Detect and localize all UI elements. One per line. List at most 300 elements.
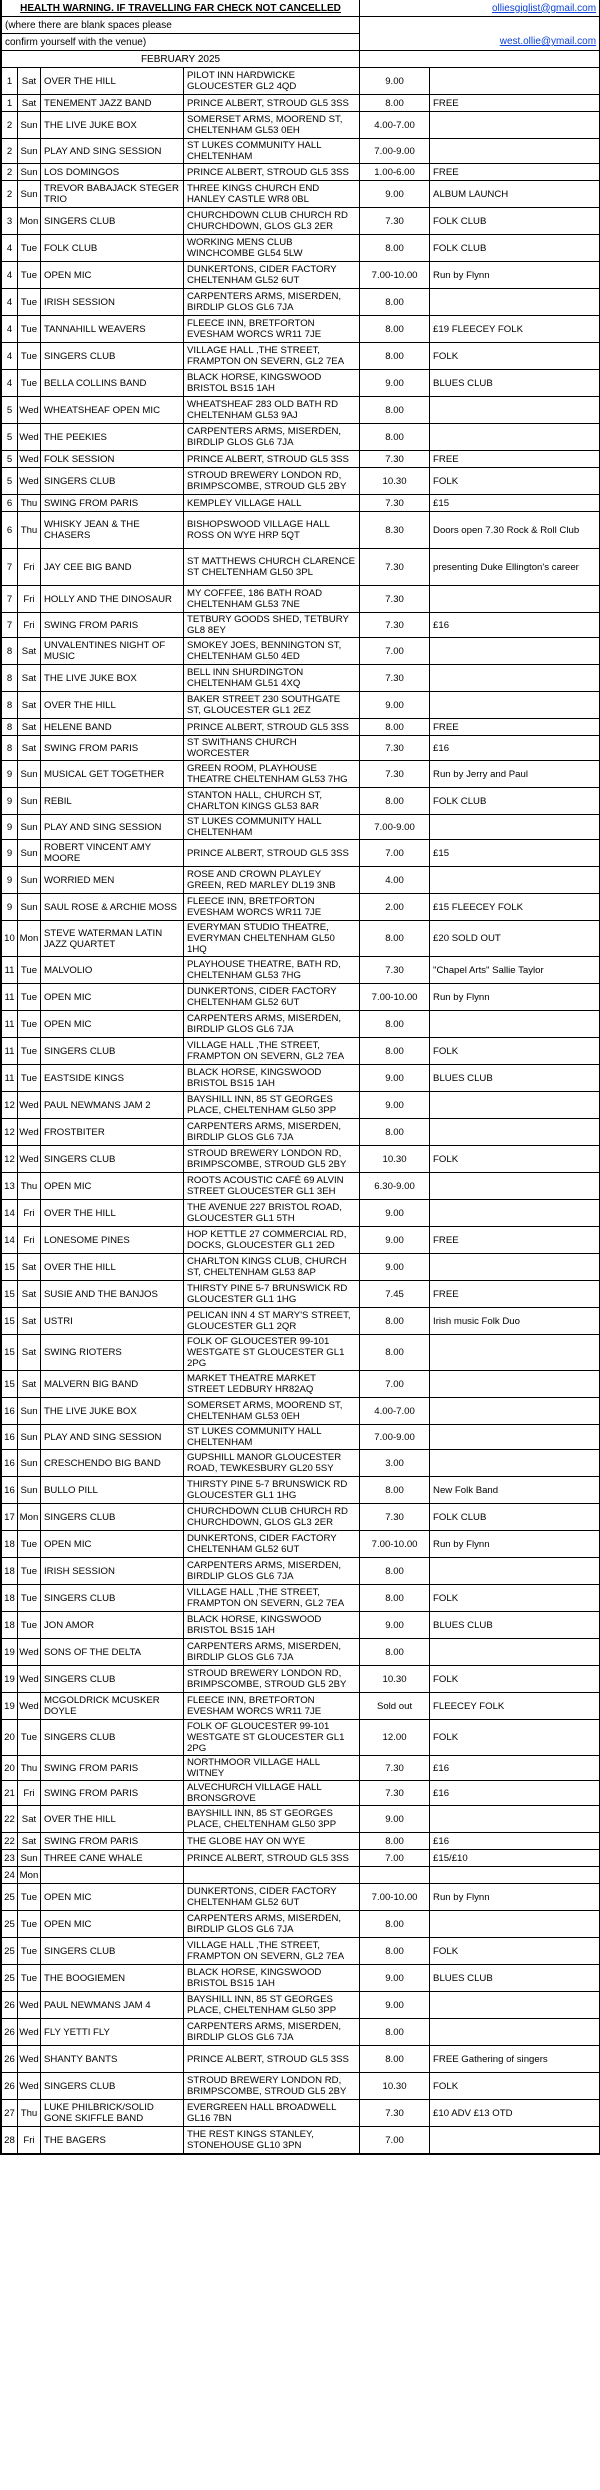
weekday: Thu [18,2100,41,2127]
day-number: 4 [2,343,18,370]
act-name: SUSIE AND THE BANJOS [41,1281,184,1308]
day-number: 22 [2,1806,18,1833]
act-name: UNVALENTINES NIGHT OF MUSIC [41,638,184,665]
notes: FOLK [430,1720,600,1756]
act-name: SAUL ROSE & ARCHIE MOSS [41,894,184,921]
venue: ST LUKES COMMUNITY HALL CHELTENHAM [184,1425,360,1450]
venue: SOMERSET ARMS, MOOREND ST, CHELTENHAM GL53 0EH [184,1398,360,1425]
day-number: 8 [2,692,18,719]
venue: ST LUKES COMMUNITY HALL CHELTENHAM [184,139,360,164]
notes: FOLK [430,1666,600,1693]
gig-row [2,1425,600,1450]
weekday: Wed [18,1666,41,1693]
email-link-1[interactable]: olliesgiglist@gmail.com [360,0,600,17]
notes [430,1911,600,1938]
notes [430,2019,600,2046]
day-number: 11 [2,1011,18,1038]
act-name: WORRIED MEN [41,867,184,894]
weekday: Fri [18,1227,41,1254]
day-number: 15 [2,1335,18,1371]
venue: CHURCHDOWN CLUB CHURCH RD CHURCHDOWN, GLOS GL3 2ER [184,208,360,235]
day-number: 5 [2,424,18,451]
venue: BLACK HORSE, KINGSWOOD BRISTOL BS15 1AH [184,1065,360,1092]
weekday: Sat [18,68,41,95]
gig-row [2,1531,600,1558]
notes: BLUES CLUB [430,1065,600,1092]
start-time: 9.00 [360,1065,430,1092]
day-number: 7 [2,549,18,586]
start-time: 8.00 [360,2046,430,2073]
venue: CARPENTERS ARMS, MISERDEN, BIRDLIP GLOS GL6 7JA [184,424,360,451]
start-time: 10.30 [360,1146,430,1173]
notes [430,1806,600,1833]
start-time: 7.00-10.00 [360,1884,430,1911]
weekday: Wed [18,1992,41,2019]
start-time: 7.00-10.00 [360,262,430,289]
day-number: 8 [2,736,18,761]
day-number: 20 [2,1720,18,1756]
day-number: 6 [2,495,18,512]
weekday: Tue [18,316,41,343]
act-name: CRESCHENDO BIG BAND [41,1450,184,1477]
gig-row [2,424,600,451]
notes [430,112,600,139]
venue: FLEECE INN, BRETFORTON EVESHAM WORCS WR11 7JE [184,1693,360,1720]
venue: THIRSTY PINE 5-7 BRUNSWICK RD GLOUCESTER GL1 1HG [184,1281,360,1308]
notes: "Chapel Arts" Sallie Taylor [430,957,600,984]
start-time: 7.30 [360,549,430,586]
act-name: TANNAHILL WEAVERS [41,316,184,343]
notes [430,665,600,692]
notes: £10 ADV £13 OTD [430,2100,600,2127]
day-number: 9 [2,815,18,840]
venue: GUPSHILL MANOR GLOUCESTER ROAD, TEWKESBURY GL20 5SY [184,1450,360,1477]
act-name: SINGERS CLUB [41,1938,184,1965]
note-line-1: (where there are blank spaces please [2,17,360,34]
start-time: 7.30 [360,761,430,788]
gig-row [2,112,600,139]
act-name: SINGERS CLUB [41,1504,184,1531]
start-time: 8.00 [360,95,430,112]
weekday: Tue [18,1884,41,1911]
gig-row [2,1119,600,1146]
day-number: 8 [2,665,18,692]
start-time: 7.30 [360,736,430,761]
day-number: 16 [2,1398,18,1425]
weekday: Sat [18,665,41,692]
venue: MY COFFEE, 186 BATH ROAD CHELTENHAM GL53 7NE [184,586,360,613]
notes: Irish music Folk Duo [430,1308,600,1335]
day-number: 24 [2,1867,18,1884]
weekday: Sat [18,1806,41,1833]
notes: FOLK [430,343,600,370]
start-time: 8.00 [360,1558,430,1585]
notes: FOLK [430,1938,600,1965]
gig-row [2,208,600,235]
day-number: 2 [2,139,18,164]
gig-row [2,1173,600,1200]
notes: Run by Flynn [430,984,600,1011]
gig-row [2,1398,600,1425]
weekday: Fri [18,613,41,638]
notes [430,1558,600,1585]
start-time: 7.00-9.00 [360,815,430,840]
act-name [41,1867,184,1884]
day-number: 26 [2,2019,18,2046]
act-name: SINGERS CLUB [41,1666,184,1693]
gig-row [2,2127,600,2154]
act-name: OVER THE HILL [41,692,184,719]
venue: HOP KETTLE 27 COMMERCIAL RD, DOCKS, GLOUCESTER GL1 2ED [184,1227,360,1254]
start-time: 3.00 [360,1450,430,1477]
gig-row [2,840,600,867]
day-number: 12 [2,1092,18,1119]
start-time: 8.00 [360,235,430,262]
notes: Run by Flynn [430,262,600,289]
gig-row [2,586,600,613]
gig-row [2,316,600,343]
gig-row [2,397,600,424]
act-name: LONESOME PINES [41,1227,184,1254]
gig-row [2,1254,600,1281]
weekday: Fri [18,1781,41,1806]
act-name: PLAY AND SING SESSION [41,815,184,840]
act-name: USTRI [41,1308,184,1335]
weekday: Sat [18,638,41,665]
start-time: 7.30 [360,1781,430,1806]
start-time: 10.30 [360,1666,430,1693]
gig-row [2,1146,600,1173]
day-number: 7 [2,613,18,638]
gig-row [2,1308,600,1335]
day-number: 9 [2,840,18,867]
start-time: 4.00-7.00 [360,1398,430,1425]
gig-row [2,1781,600,1806]
weekday: Sat [18,1308,41,1335]
venue: PLAYHOUSE THEATRE, BATH RD, CHELTENHAM GL53 7HG [184,957,360,984]
gig-row [2,262,600,289]
venue: PRINCE ALBERT, STROUD GL5 3SS [184,164,360,181]
weekday: Wed [18,1146,41,1173]
venue: CARPENTERS ARMS, MISERDEN, BIRDLIP GLOS GL6 7JA [184,1011,360,1038]
gig-row [2,1693,600,1720]
start-time: 7.00 [360,2127,430,2154]
venue: NORTHMOOR VILLAGE HALL WITNEY [184,1756,360,1781]
health-warning: HEALTH WARNING. IF TRAVELLING FAR CHECK NOT CANCELLED [2,0,360,17]
act-name: SWING FROM PARIS [41,613,184,638]
venue: BAYSHILL INN, 85 ST GEORGES PLACE, CHELTENHAM GL50 3PP [184,1992,360,2019]
venue: CHURCHDOWN CLUB CHURCH RD CHURCHDOWN, GLOS GL3 2ER [184,1504,360,1531]
act-name: WHEATSHEAF OPEN MIC [41,397,184,424]
gig-row [2,1833,600,1850]
venue: PILOT INN HARDWICKE GLOUCESTER GL2 4QD [184,68,360,95]
act-name: PLAY AND SING SESSION [41,1425,184,1450]
day-number: 13 [2,1173,18,1200]
start-time: 7.30 [360,613,430,638]
act-name: FROSTBITER [41,1119,184,1146]
day-number: 11 [2,984,18,1011]
venue: GREEN ROOM, PLAYHOUSE THEATRE CHELTENHAM GL53 7HG [184,761,360,788]
act-name: PAUL NEWMANS JAM 2 [41,1092,184,1119]
venue: VILLAGE HALL ,THE STREET, FRAMPTON ON SEVERN, GL2 7EA [184,1038,360,1065]
notes: £16 [430,1781,600,1806]
venue: STROUD BREWERY LONDON RD, BRIMPSCOMBE, STROUD GL5 2BY [184,468,360,495]
start-time: 8.00 [360,1585,430,1612]
act-name: REBIL [41,788,184,815]
notes: £16 [430,1756,600,1781]
weekday: Sun [18,761,41,788]
act-name: MUSICAL GET TOGETHER [41,761,184,788]
weekday: Wed [18,2019,41,2046]
gig-row [2,1612,600,1639]
gig-row [2,1092,600,1119]
day-number: 26 [2,1992,18,2019]
venue: STROUD BREWERY LONDON RD, BRIMPSCOMBE, STROUD GL5 2BY [184,1666,360,1693]
day-number: 16 [2,1425,18,1450]
email-link-2[interactable]: west.ollie@ymail.com [360,34,600,51]
notes [430,1425,600,1450]
day-number: 5 [2,451,18,468]
venue: VILLAGE HALL ,THE STREET, FRAMPTON ON SEVERN, GL2 7EA [184,343,360,370]
day-number: 4 [2,262,18,289]
day-number: 9 [2,867,18,894]
gig-row [2,815,600,840]
day-number: 12 [2,1146,18,1173]
gig-row [2,343,600,370]
day-number: 2 [2,181,18,208]
weekday: Mon [18,921,41,957]
start-time: 8.00 [360,1308,430,1335]
weekday: Mon [18,1504,41,1531]
notes: FOLK CLUB [430,788,600,815]
start-time: 8.00 [360,424,430,451]
day-number: 2 [2,112,18,139]
venue: FLEECE INN, BRETFORTON EVESHAM WORCS WR11 7JE [184,316,360,343]
venue: WHEATSHEAF 283 OLD BATH RD CHELTENHAM GL53 9AJ [184,397,360,424]
act-name: WHISKY JEAN & THE CHASERS [41,512,184,549]
notes [430,289,600,316]
weekday: Sun [18,1398,41,1425]
act-name: SWING FROM PARIS [41,1781,184,1806]
gig-row [2,1938,600,1965]
day-number: 9 [2,894,18,921]
act-name: THE BOOGIEMEN [41,1965,184,1992]
gig-row [2,1504,600,1531]
notes: FOLK [430,1038,600,1065]
start-time: 9.00 [360,181,430,208]
notes: FOLK [430,1146,600,1173]
act-name: OPEN MIC [41,984,184,1011]
weekday: Tue [18,370,41,397]
weekday: Wed [18,2073,41,2100]
notes: BLUES CLUB [430,1612,600,1639]
act-name: THREE CANE WHALE [41,1850,184,1867]
weekday: Sun [18,815,41,840]
venue: ROOTS ACOUSTIC CAFÉ 69 ALVIN STREET GLOUCESTER GL1 3EH [184,1173,360,1200]
venue: FLEECE INN, BRETFORTON EVESHAM WORCS WR11 7JE [184,894,360,921]
gig-row [2,1666,600,1693]
notes: £16 [430,1833,600,1850]
weekday: Wed [18,424,41,451]
act-name: THE PEEKIES [41,424,184,451]
venue: BAYSHILL INN, 85 ST GEORGES PLACE, CHELTENHAM GL50 3PP [184,1092,360,1119]
weekday: Sun [18,1425,41,1450]
notes [430,1992,600,2019]
venue: BLACK HORSE, KINGSWOOD BRISTOL BS15 1AH [184,1612,360,1639]
venue: ROSE AND CROWN PLAYLEY GREEN, RED MARLEY DL19 3NB [184,867,360,894]
gig-row [2,1806,600,1833]
act-name: OVER THE HILL [41,68,184,95]
act-name: SINGERS CLUB [41,1146,184,1173]
act-name: SHANTY BANTS [41,2046,184,2073]
header-row-note-2 [2,34,600,51]
notes: FOLK [430,468,600,495]
gig-row [2,370,600,397]
gig-row [2,2019,600,2046]
venue: ST LUKES COMMUNITY HALL CHELTENHAM [184,815,360,840]
notes [430,139,600,164]
weekday: Sat [18,1335,41,1371]
notes: FOLK CLUB [430,208,600,235]
venue: THE GLOBE HAY ON WYE [184,1833,360,1850]
notes [430,1119,600,1146]
act-name: OPEN MIC [41,1884,184,1911]
venue: BAYSHILL INN, 85 ST GEORGES PLACE, CHELTENHAM GL50 3PP [184,1806,360,1833]
gig-table [1,0,600,2154]
act-name: MALVOLIO [41,957,184,984]
notes: £16 [430,613,600,638]
weekday: Fri [18,549,41,586]
act-name: LUKE PHILBRICK/SOLID GONE SKIFFLE BAND [41,2100,184,2127]
notes: Doors open 7.30 Rock & Roll Club [430,512,600,549]
venue: ST MATTHEWS CHURCH CLARENCE ST CHELTENHAM GL50 3PL [184,549,360,586]
start-time: 9.00 [360,692,430,719]
start-time: 7.00 [360,840,430,867]
venue: CARPENTERS ARMS, MISERDEN, BIRDLIP GLOS GL6 7JA [184,2019,360,2046]
header-row-note-1 [2,17,600,34]
gig-row [2,957,600,984]
start-time: 8.30 [360,512,430,549]
gig-row [2,139,600,164]
weekday: Tue [18,343,41,370]
venue: DUNKERTONS, CIDER FACTORY CHELTENHAM GL52 6UT [184,1884,360,1911]
weekday: Tue [18,1938,41,1965]
weekday: Tue [18,957,41,984]
act-name: SINGERS CLUB [41,1585,184,1612]
gig-row [2,495,600,512]
gig-row [2,921,600,957]
venue: PRINCE ALBERT, STROUD GL5 3SS [184,95,360,112]
gig-row [2,692,600,719]
start-time: 8.00 [360,397,430,424]
venue: THREE KINGS CHURCH END HANLEY CASTLE WR8 0BL [184,181,360,208]
venue: BAKER STREET 230 SOUTHGATE ST, GLOUCESTER GL1 2EZ [184,692,360,719]
act-name: STEVE WATERMAN LATIN JAZZ QUARTET [41,921,184,957]
act-name: PLAY AND SING SESSION [41,139,184,164]
weekday: Sat [18,95,41,112]
gig-row [2,512,600,549]
day-number: 9 [2,761,18,788]
start-time: 7.30 [360,451,430,468]
act-name: JON AMOR [41,1612,184,1639]
start-time: 6.30-9.00 [360,1173,430,1200]
venue: PRINCE ALBERT, STROUD GL5 3SS [184,2046,360,2073]
gig-row [2,1065,600,1092]
act-name: SINGERS CLUB [41,343,184,370]
start-time: 7.00-10.00 [360,1531,430,1558]
weekday: Wed [18,451,41,468]
venue: WORKING MENS CLUB WINCHCOMBE GL54 5LW [184,235,360,262]
gig-row [2,181,600,208]
notes: BLUES CLUB [430,370,600,397]
start-time: 10.30 [360,2073,430,2100]
day-number: 4 [2,235,18,262]
notes [430,1450,600,1477]
venue: EVERYMAN STUDIO THEATRE, EVERYMAN CHELTENHAM GL50 1HQ [184,921,360,957]
start-time: 7.30 [360,665,430,692]
start-time: 8.00 [360,1833,430,1850]
venue: CARPENTERS ARMS, MISERDEN, BIRDLIP GLOS GL6 7JA [184,289,360,316]
weekday: Sat [18,1254,41,1281]
day-number: 14 [2,1200,18,1227]
day-number: 25 [2,1911,18,1938]
act-name: IRISH SESSION [41,289,184,316]
notes: FOLK CLUB [430,235,600,262]
day-number: 26 [2,2046,18,2073]
notes: £20 SOLD OUT [430,921,600,957]
day-number: 18 [2,1585,18,1612]
start-time: 9.00 [360,1092,430,1119]
start-time: 7.00 [360,638,430,665]
day-number: 5 [2,468,18,495]
gig-row [2,2100,600,2127]
start-time [360,1867,430,1884]
start-time: 9.00 [360,1200,430,1227]
act-name: SWING FROM PARIS [41,736,184,761]
start-time: 7.30 [360,1504,430,1531]
notes [430,1092,600,1119]
day-number: 8 [2,719,18,736]
weekday: Tue [18,1065,41,1092]
day-number: 18 [2,1531,18,1558]
venue: THIRSTY PINE 5-7 BRUNSWICK RD GLOUCESTER GL1 1HG [184,1477,360,1504]
notes [430,424,600,451]
day-number: 11 [2,1065,18,1092]
weekday: Tue [18,1558,41,1585]
day-number: 9 [2,788,18,815]
start-time: 4.00-7.00 [360,112,430,139]
day-number: 6 [2,512,18,549]
act-name: SINGERS CLUB [41,2073,184,2100]
act-name: MALVERN BIG BAND [41,1371,184,1398]
start-time: 7.30 [360,208,430,235]
gig-row [2,289,600,316]
act-name: SWING FROM PARIS [41,1833,184,1850]
notes: ALBUM LAUNCH [430,181,600,208]
weekday: Tue [18,235,41,262]
start-time: 8.00 [360,719,430,736]
gig-row [2,1585,600,1612]
act-name: TENEMENT JAZZ BAND [41,95,184,112]
start-time: 7.30 [360,2100,430,2127]
weekday: Sat [18,692,41,719]
gig-row [2,1371,600,1398]
act-name: BELLA COLLINS BAND [41,370,184,397]
venue [184,1867,360,1884]
gig-row [2,719,600,736]
weekday: Sun [18,1850,41,1867]
venue: CARPENTERS ARMS, MISERDEN, BIRDLIP GLOS GL6 7JA [184,1639,360,1666]
